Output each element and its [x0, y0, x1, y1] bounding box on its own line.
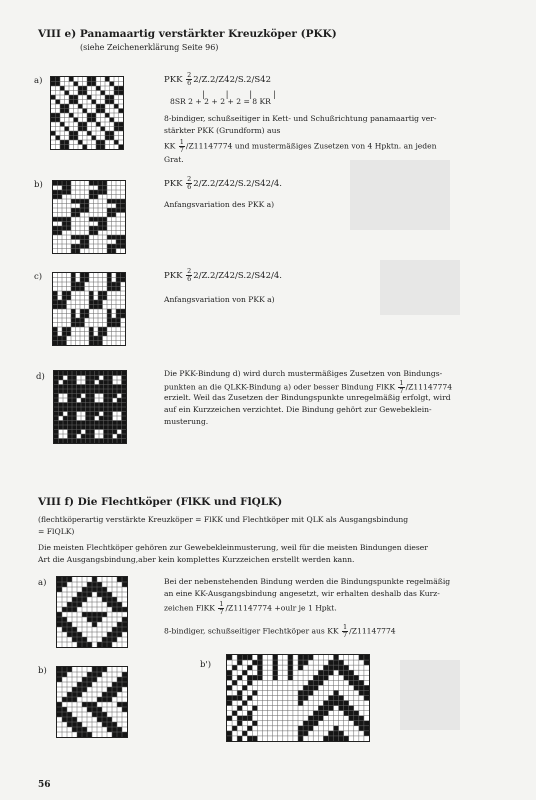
formula-e-c: PKK $\frac{2}{6}$ 2/Z.2/Z42/S.2/S42/4. — [164, 267, 282, 283]
label-f-a: a) — [38, 578, 47, 588]
desc-e-a-3: KK $\frac{1}{7}$ /Z11147774 und mustermäßiges Zusetzen von 4 Hpktn. an jeden — [164, 138, 437, 154]
desc-f-a-2: an eine KK-Ausgangsbindung angesetzt, wir erhalten deshalb das Kurz- — [164, 589, 440, 598]
weave-grid-e-c — [52, 272, 126, 346]
formula-e-b: PKK $\frac{2}{6}$ 2/Z.2/Z42/S.2/S42/4. — [164, 175, 282, 191]
desc-f-a-4: 8-bindiger, schußseitiger Flechtköper aus KK $\frac{1}{7}$ /Z11147774 — [164, 623, 396, 639]
section-f-intro-1: (flechtköperartig verstärkte Kreuzköper = FlKK und Flechtköper mit QLK als Ausgangsbindung — [38, 515, 409, 524]
section-f-para-1: Die meisten Flechtköper gehören zur Gewebekleinmusterung, weil für die meisten Bindungen dieser — [38, 543, 428, 552]
weave-grid-f-b — [56, 666, 128, 738]
weave-grid-f-bprime — [226, 654, 370, 742]
desc-f-a-3: zeichen FlKK $\frac{1}{7}$ /Z11147774 +oulr je 1 Hpkt. — [164, 600, 337, 616]
label-e-b: b) — [34, 180, 43, 190]
page-number: 56 — [38, 780, 51, 790]
section-f-para-2: Art die Ausgangsbindung,aber kein komplettes Kurzzeichen erstellt werden kann. — [38, 555, 355, 564]
label-e-d: d) — [36, 372, 45, 382]
section-f-intro-2: = FlQLK) — [38, 527, 75, 536]
desc-e-d-2: punkten an die QLKK-Bindung a) oder besser Bindung FlKK $\frac{1}{7}$ /Z11147774 — [164, 379, 453, 395]
weave-grid-e-d — [53, 370, 127, 444]
label-e-c: c) — [34, 272, 43, 282]
desc-e-d-5: musterung. — [164, 417, 209, 426]
desc-e-a-2: stärkter PKK (Grundform) aus — [164, 126, 281, 135]
label-f-bprime: b') — [200, 660, 212, 670]
label-f-b: b) — [38, 666, 47, 676]
section-f-title: VIII f) Die Flechtköper (FlKK und FlQLK) — [38, 496, 283, 508]
desc-e-b: Anfangsvariation des PKK a) — [164, 200, 275, 209]
bleed-through-2 — [380, 260, 460, 315]
weave-grid-e-b — [52, 180, 126, 254]
formula-e-a: PKK $\frac{2}{6}$ 2/Z.2/Z42/S.2/S42 — [164, 71, 271, 87]
desc-e-a-1: 8-bindiger, schußseitiger in Kett- und Schußrichtung panamaartig ver- — [164, 114, 437, 123]
desc-e-c: Anfangsvariation von PKK a) — [164, 295, 275, 304]
bracket-lines: | | | | — [202, 90, 277, 99]
section-e-title: VIII e) Panamaartig verstärkter Kreuzköper (PKK) — [38, 28, 337, 40]
label-e-a: a) — [34, 76, 43, 86]
desc-e-d-1: Die PKK-Bindung d) wird durch mustermäßiges Zusetzen von Bindungs- — [164, 369, 443, 378]
desc-e-d-3: erzielt. Weil das Zusetzen der Bindungspunkte unregelmäßig erfolgt, wird — [164, 393, 451, 402]
section-e-subtitle: (siehe Zeichenerklärung Seite 96) — [80, 43, 219, 52]
weave-grid-f-a — [56, 576, 128, 648]
sr-line: 8SR 2 + 2 + 2 + 2 = 8 KR — [170, 97, 271, 106]
desc-e-d-4: auf ein Kurzzeichen verzichtet. Die Bindung gehört zur Gewebeklein- — [164, 405, 432, 414]
weave-grid-e-a — [50, 76, 124, 150]
bleed-through-1 — [350, 160, 450, 230]
desc-e-a-4: Grat. — [164, 155, 184, 164]
desc-f-a-1: Bei der nebenstehenden Bindung werden die Bindungspunkte regelmäßig — [164, 577, 451, 586]
bleed-through-3 — [400, 660, 460, 730]
